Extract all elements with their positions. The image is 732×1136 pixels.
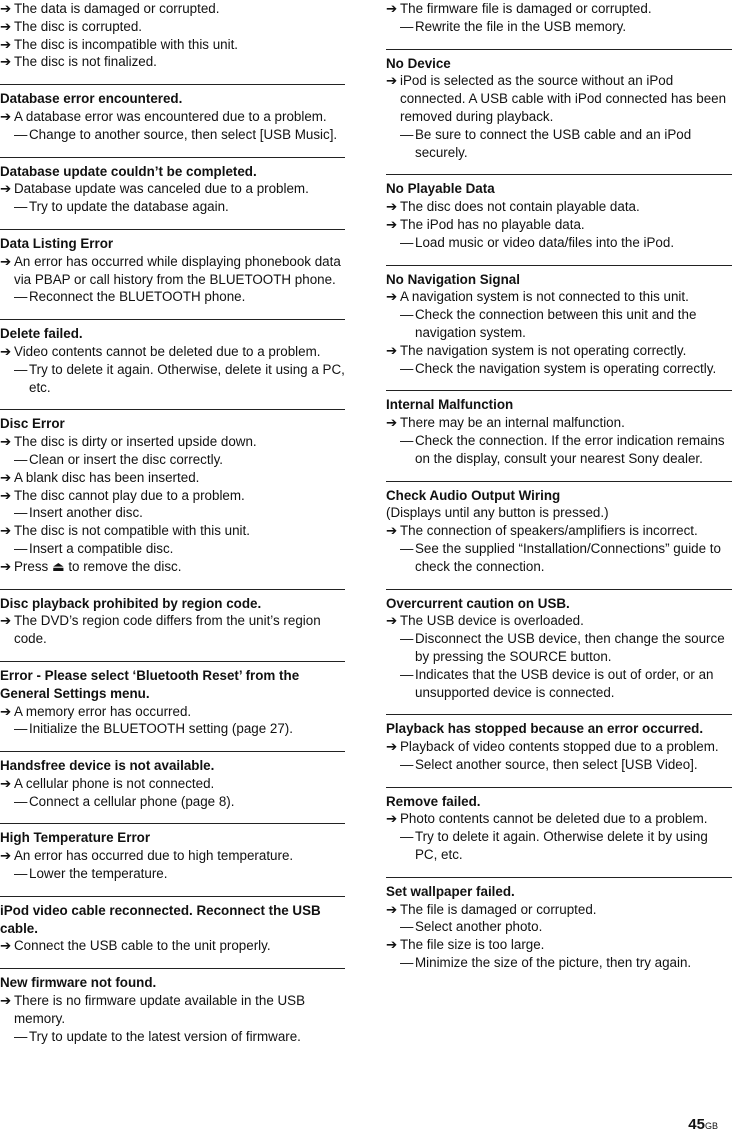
remedy-text: Try to update the database again. (29, 199, 229, 215)
message-heading: Playback has stopped because an error occurred. (386, 721, 704, 737)
remedy-line (386, 918, 732, 936)
arrow-icon: ➔ (386, 739, 398, 755)
arrow-icon: ➔ (0, 993, 12, 1009)
cause-line (0, 612, 345, 648)
cause-text: The disc is dirty or inserted upside down. (14, 434, 257, 450)
arrow-icon: ➔ (0, 848, 12, 864)
cause-text: The data is damaged or corrupted. (14, 1, 220, 16)
remedy-line (386, 666, 732, 702)
cause-line (386, 810, 732, 828)
remedy-text: Connect a cellular phone (page 8). (29, 793, 235, 809)
cause-line (0, 343, 345, 361)
message-heading: Disc playback prohibited by region code. (0, 595, 262, 611)
remedy-line (0, 451, 345, 469)
arrow-icon: ➔ (0, 938, 12, 954)
cause-line (0, 36, 345, 54)
cause-text: Playback of video contents stopped due to a problem. (400, 739, 719, 755)
remedy-text: Select another photo. (415, 919, 543, 935)
dash-icon: — (400, 631, 414, 647)
arrow-icon: ➔ (0, 613, 12, 629)
arrow-icon: ➔ (386, 523, 398, 539)
cause-text: The disc cannot play due to a problem. (14, 487, 245, 503)
cause-text: A cellular phone is not connected. (14, 775, 215, 791)
cause-line (386, 612, 732, 630)
message-entry-playback-has-stopped-because-an-error-oc (386, 714, 732, 786)
remedy-line (0, 198, 345, 216)
dash-icon: — (14, 451, 28, 467)
remedy-text: Minimize the size of the picture, then try again. (415, 955, 692, 971)
message-entry-set-wallpaper-failed (386, 877, 732, 985)
arrow-icon: ➔ (386, 937, 398, 953)
message-heading: iPod video cable reconnected. Reconnect the USB cable. (0, 902, 321, 936)
remedy-line (386, 756, 732, 774)
remedy-text: Disconnect the USB device, then change the source by pressing the SOURCE button. (415, 631, 725, 664)
arrow-icon: ➔ (0, 36, 12, 52)
remedy-line (386, 306, 732, 342)
remedy-text: Insert another disc. (29, 505, 143, 521)
cause-text: The disc does not contain playable data. (400, 199, 640, 215)
dash-icon: — (400, 540, 414, 556)
dash-icon: — (400, 126, 414, 142)
arrow-icon: ➔ (386, 415, 398, 431)
cause-line (386, 216, 732, 234)
cause-line (386, 288, 732, 306)
remedy-text: Indicates that the USB device is out of order, or an unsupported device is connected. (415, 666, 714, 700)
dash-icon: — (14, 721, 28, 737)
cause-text: The connection of speakers/amplifiers is incorrect. (400, 523, 698, 539)
remedy-text: Change to another source, then select [USB Music]. (29, 126, 338, 142)
arrow-icon: ➔ (0, 703, 12, 719)
message-entry-new-firmware-not-found (0, 968, 345, 1058)
cause-text: The DVD’s region code differs from the unit’s region code. (14, 613, 321, 647)
message-entry-continued (0, 0, 345, 84)
cause-text: The iPod has no playable data. (400, 216, 585, 232)
arrow-icon: ➔ (0, 558, 12, 574)
cause-line (386, 936, 732, 954)
remedy-text: Lower the temperature. (29, 866, 168, 882)
remedy-text: Insert a compatible disc. (29, 540, 174, 556)
page-number (688, 1116, 718, 1136)
message-heading: No Playable Data (386, 181, 495, 197)
arrow-icon: ➔ (386, 1, 398, 16)
dash-icon: — (400, 919, 414, 935)
cause-line (386, 522, 732, 540)
cause-text: A database error was encountered due to a problem. (14, 108, 327, 124)
cause-line (0, 775, 345, 793)
message-entry-delete-failed (0, 319, 345, 409)
arrow-icon: ➔ (386, 216, 398, 232)
dash-icon: — (400, 756, 414, 772)
cause-line (0, 487, 345, 505)
remedy-text: Load music or video data/files into the iPod. (415, 234, 675, 250)
arrow-icon: ➔ (0, 343, 12, 359)
message-entry-handsfree-device-is-not-available (0, 751, 345, 823)
message-heading: Set wallpaper failed. (386, 883, 515, 899)
remedy-line (0, 540, 345, 558)
dash-icon: — (400, 307, 414, 323)
remedy-line (386, 540, 732, 576)
cause-text: The USB device is overloaded. (400, 613, 584, 629)
right-column (386, 0, 732, 985)
cause-text: A blank disc has been inserted. (14, 469, 200, 485)
remedy-line (386, 234, 732, 252)
remedy-line (0, 361, 345, 397)
remedy-line (386, 954, 732, 972)
cause-line (0, 469, 345, 487)
remedy-line (0, 126, 345, 144)
message-heading: Overcurrent caution on USB. (386, 595, 570, 611)
message-heading: No Device (386, 55, 451, 71)
message-heading: Internal Malfunction (386, 397, 514, 413)
dash-icon: — (14, 199, 28, 215)
arrow-icon: ➔ (0, 523, 12, 539)
cause-line (386, 901, 732, 919)
dash-icon: — (14, 361, 28, 377)
cause-text: An error has occurred while displaying phonebook data via PBAP or call history from the BLUETOOTH phone. (14, 253, 341, 287)
arrow-icon: ➔ (386, 289, 398, 305)
message-entry-check-audio-output-wiring (386, 481, 732, 589)
arrow-icon: ➔ (386, 811, 398, 827)
arrow-icon: ➔ (386, 901, 398, 917)
dash-icon: — (14, 289, 28, 305)
message-heading: Check Audio Output Wiring (386, 487, 561, 503)
arrow-icon: ➔ (0, 775, 12, 791)
dash-icon: — (400, 666, 414, 682)
cause-line (0, 992, 345, 1028)
cause-line (0, 18, 345, 36)
remedy-line (0, 288, 345, 306)
message-heading: Error - Please select ‘Bluetooth Reset’ from the General Settings menu. (0, 667, 300, 701)
remedy-text: Reconnect the BLUETOOTH phone. (29, 289, 246, 305)
arrow-icon: ➔ (0, 434, 12, 450)
cause-text: The navigation system is not operating correctly. (400, 342, 687, 358)
remedy-text: Rewrite the file in the USB memory. (415, 18, 627, 34)
message-entry-data-listing-error (0, 229, 345, 319)
dash-icon: — (14, 126, 28, 142)
arrow-icon: ➔ (0, 469, 12, 485)
cause-text: Video contents cannot be deleted due to a problem. (14, 343, 321, 359)
remedy-text: Clean or insert the disc correctly. (29, 451, 223, 467)
cause-text: The file is damaged or corrupted. (400, 901, 597, 917)
arrow-icon: ➔ (0, 108, 12, 124)
arrow-icon: ➔ (386, 73, 398, 89)
message-entry-no-device (386, 49, 732, 175)
cause-line (0, 0, 345, 18)
cause-line (0, 433, 345, 451)
message-entry-disc-playback-prohibited-by-region-code (0, 589, 345, 661)
arrow-icon: ➔ (0, 181, 12, 197)
message-heading: Disc Error (0, 416, 65, 432)
cause-text: Database update was canceled due to a problem. (14, 181, 309, 197)
message-heading: Data Listing Error (0, 235, 114, 251)
dash-icon: — (14, 540, 28, 556)
page-number-suffix: GB (704, 1121, 718, 1132)
cause-text: Photo contents cannot be deleted due to a problem. (400, 811, 708, 827)
cause-line (386, 738, 732, 756)
dash-icon: — (400, 360, 414, 376)
cause-text: Connect the USB cable to the unit properly. (14, 938, 271, 954)
message-entry-no-playable-data (386, 174, 732, 264)
cause-text: An error has occurred due to high temperature. (14, 848, 294, 864)
cause-line (386, 198, 732, 216)
message-entry-continued (386, 0, 732, 49)
remedy-text: Check the connection between this unit and the navigation system. (415, 307, 697, 340)
cause-line (386, 72, 732, 125)
cause-text: A memory error has occurred. (14, 703, 192, 719)
message-heading: Delete failed. (0, 326, 83, 342)
cause-text: There may be an internal malfunction. (400, 415, 625, 431)
cause-line (0, 558, 345, 576)
cause-text: Press ⏏ to remove the disc. (14, 558, 182, 574)
message-entry-remove-failed (386, 787, 732, 877)
dash-icon: — (400, 234, 414, 250)
message-heading: Remove failed. (386, 793, 481, 809)
message-entry-database-update-couldn-t-be-completed (0, 157, 345, 229)
arrow-icon: ➔ (386, 613, 398, 629)
remedy-line (0, 865, 345, 883)
remedy-text: Check the connection. If the error indication remains on the display, consult your nearest Sony dealer. (415, 432, 725, 466)
message-heading: Database error encountered. (0, 91, 183, 107)
page-number-value: 45 (688, 1116, 705, 1134)
message-entry-ipod-video-cable-reconnected-reconnect-t (0, 896, 345, 968)
remedy-text: Initialize the BLUETOOTH setting (page 27). (29, 721, 293, 737)
dash-icon: — (14, 793, 28, 809)
message-heading: No Navigation Signal (386, 271, 520, 287)
cause-text: A navigation system is not connected to this unit. (400, 289, 689, 305)
arrow-icon: ➔ (386, 342, 398, 358)
cause-text: The firmware file is damaged or corrupted. (400, 1, 652, 16)
remedy-line (386, 360, 732, 378)
message-entry-internal-malfunction (386, 390, 732, 480)
cause-line (386, 414, 732, 432)
remedy-line (386, 828, 732, 864)
message-heading: High Temperature Error (0, 830, 151, 846)
remedy-line (0, 504, 345, 522)
message-entry-disc-error (0, 409, 345, 588)
dash-icon: — (14, 866, 28, 882)
cause-text: The disc is not compatible with this unit. (14, 523, 250, 539)
arrow-icon: ➔ (0, 253, 12, 269)
message-heading: Handsfree device is not available. (0, 758, 215, 774)
message-heading: Database update couldn’t be completed. (0, 163, 257, 179)
arrow-icon: ➔ (0, 1, 12, 16)
cause-line (386, 342, 732, 360)
cause-line (0, 937, 345, 955)
remedy-line (0, 793, 345, 811)
message-entry-no-navigation-signal (386, 265, 732, 391)
remedy-text: Try to delete it again. Otherwise, delete it using a PC, etc. (29, 361, 345, 395)
remedy-text: Select another source, then select [USB Video]. (415, 756, 698, 772)
remedy-text: Try to update to the latest version of firmware. (29, 1028, 301, 1044)
arrow-icon: ➔ (0, 54, 12, 70)
arrow-icon: ➔ (386, 199, 398, 215)
cause-line (0, 522, 345, 540)
cause-text: The disc is not finalized. (14, 54, 157, 70)
dash-icon: — (400, 829, 414, 845)
remedy-line (386, 126, 732, 162)
cause-line (0, 253, 345, 289)
dash-icon: — (14, 505, 28, 521)
dash-icon: — (400, 955, 414, 971)
cause-text: The file size is too large. (400, 937, 545, 953)
cause-text: iPod is selected as the source without an iPod connected. A USB cable with iPod connected has been removed during playback. (400, 73, 727, 124)
remedy-line (386, 630, 732, 666)
cause-text: The disc is corrupted. (14, 18, 143, 34)
arrow-icon: ➔ (0, 487, 12, 503)
cause-text: There is no firmware update available in the USB memory. (14, 993, 306, 1026)
cause-line (0, 847, 345, 865)
dash-icon: — (14, 1028, 28, 1044)
left-column (0, 0, 345, 1058)
message-entry-error-please-select-bluetooth-reset-from (0, 661, 345, 751)
message-note: (Displays until any button is pressed.) (386, 505, 609, 521)
remedy-text: Be sure to connect the USB cable and an iPod securely. (415, 126, 692, 160)
cause-line (0, 180, 345, 198)
remedy-line (386, 432, 732, 468)
message-entry-high-temperature-error (0, 823, 345, 895)
cause-line (386, 0, 732, 18)
cause-line (0, 108, 345, 126)
cause-line (0, 703, 345, 721)
remedy-line (0, 720, 345, 738)
dash-icon: — (400, 18, 414, 34)
dash-icon: — (400, 432, 414, 448)
remedy-line (386, 18, 732, 36)
arrow-icon: ➔ (0, 18, 12, 34)
message-entry-overcurrent-caution-on-usb (386, 589, 732, 715)
cause-text: The disc is incompatible with this unit. (14, 36, 239, 52)
remedy-text: See the supplied “Installation/Connections” guide to check the connection. (415, 540, 721, 574)
remedy-text: Try to delete it again. Otherwise delete it by using PC, etc. (415, 829, 708, 863)
remedy-line (0, 1028, 345, 1046)
remedy-text: Check the navigation system is operating correctly. (415, 360, 717, 376)
message-heading: New firmware not found. (0, 975, 157, 991)
message-entry-database-error-encountered (0, 84, 345, 156)
cause-line (0, 53, 345, 71)
